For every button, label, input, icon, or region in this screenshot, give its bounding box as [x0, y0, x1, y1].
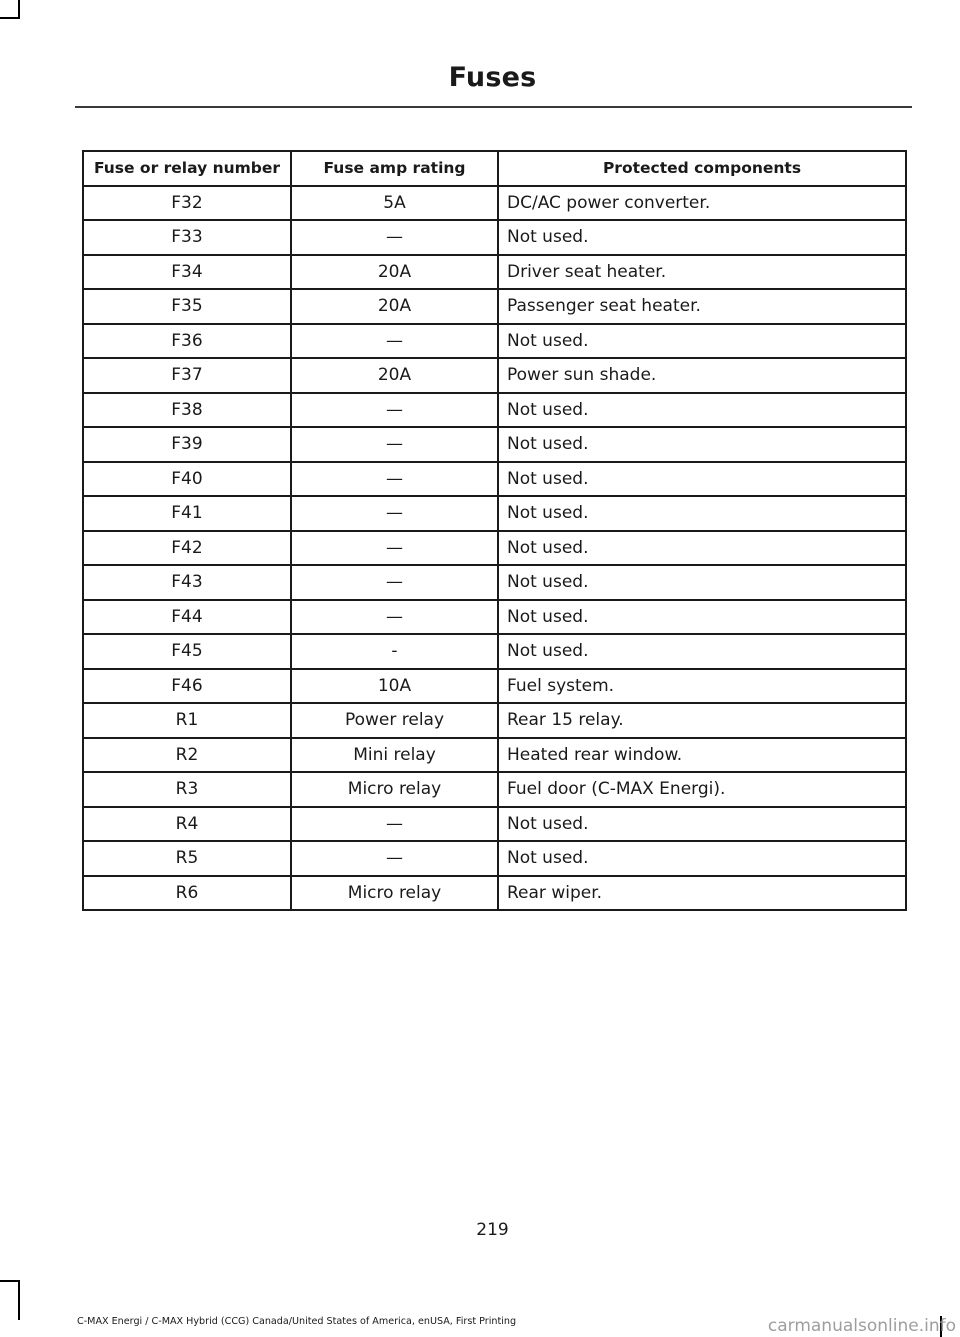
protected-component-cell: Fuel system.	[498, 669, 906, 704]
fuse-number-cell: F43	[83, 565, 291, 600]
table-row	[83, 703, 906, 738]
column-header-fuse-number: Fuse or relay number	[83, 151, 291, 186]
amp-rating-cell: —	[291, 496, 498, 531]
amp-rating-cell: -	[291, 634, 498, 669]
fuse-number-cell: F37	[83, 358, 291, 393]
table-row	[83, 496, 906, 531]
amp-rating-cell: —	[291, 531, 498, 566]
header-divider	[75, 106, 912, 108]
fuse-number-cell: F46	[83, 669, 291, 704]
protected-component-cell: Not used.	[498, 324, 906, 359]
protected-component-cell: Not used.	[498, 841, 906, 876]
table-row	[83, 186, 906, 221]
fuse-number-cell: F33	[83, 220, 291, 255]
fuse-number-cell: F42	[83, 531, 291, 566]
fuse-number-cell: R3	[83, 772, 291, 807]
table-row	[83, 255, 906, 290]
fuse-table-body	[83, 186, 906, 911]
amp-rating-cell: 5A	[291, 186, 498, 221]
fuse-number-cell: F40	[83, 462, 291, 497]
protected-component-cell: Not used.	[498, 634, 906, 669]
table-row	[83, 600, 906, 635]
protected-component-cell: Not used.	[498, 462, 906, 497]
table-row	[83, 220, 906, 255]
fuse-number-cell: R6	[83, 876, 291, 911]
amp-rating-cell: Micro relay	[291, 876, 498, 911]
amp-rating-cell: Power relay	[291, 703, 498, 738]
crop-mark-bottom-left	[18, 1280, 20, 1320]
table-row	[83, 289, 906, 324]
fuse-number-cell: F36	[83, 324, 291, 359]
crop-mark-bottom-left	[0, 1280, 19, 1282]
amp-rating-cell: —	[291, 220, 498, 255]
table-header-row	[83, 151, 906, 186]
fuse-number-cell: R5	[83, 841, 291, 876]
protected-component-cell: Not used.	[498, 220, 906, 255]
fuse-number-cell: F35	[83, 289, 291, 324]
amp-rating-cell: 10A	[291, 669, 498, 704]
amp-rating-cell: Mini relay	[291, 738, 498, 773]
fuse-number-cell: F44	[83, 600, 291, 635]
amp-rating-cell: —	[291, 600, 498, 635]
table-row	[83, 427, 906, 462]
table-row	[83, 531, 906, 566]
fuse-number-cell: F32	[83, 186, 291, 221]
table-row	[83, 634, 906, 669]
amp-rating-cell: —	[291, 393, 498, 428]
amp-rating-cell: 20A	[291, 358, 498, 393]
protected-component-cell: Power sun shade.	[498, 358, 906, 393]
protected-component-cell: Rear 15 relay.	[498, 703, 906, 738]
fuse-table	[82, 150, 907, 911]
protected-component-cell: Not used.	[498, 600, 906, 635]
amp-rating-cell: —	[291, 324, 498, 359]
protected-component-cell: Driver seat heater.	[498, 255, 906, 290]
protected-component-cell: Not used.	[498, 807, 906, 842]
table-row	[83, 462, 906, 497]
fuse-number-cell: F34	[83, 255, 291, 290]
fuse-number-cell: R4	[83, 807, 291, 842]
table-row	[83, 358, 906, 393]
table-row	[83, 876, 906, 911]
fuse-number-cell: F45	[83, 634, 291, 669]
column-header-amp-rating: Fuse amp rating	[291, 151, 498, 186]
protected-component-cell: Heated rear window.	[498, 738, 906, 773]
protected-component-cell: Passenger seat heater.	[498, 289, 906, 324]
amp-rating-cell: 20A	[291, 289, 498, 324]
table-row	[83, 807, 906, 842]
fuse-number-cell: R2	[83, 738, 291, 773]
watermark: carmanualsonline.info	[767, 1316, 956, 1336]
protected-component-cell: Not used.	[498, 565, 906, 600]
amp-rating-cell: —	[291, 462, 498, 497]
protected-component-cell: Fuel door (C-MAX Energi).	[498, 772, 906, 807]
protected-component-cell: Not used.	[498, 427, 906, 462]
table-row	[83, 669, 906, 704]
amp-rating-cell: 20A	[291, 255, 498, 290]
crop-mark-top-left	[0, 17, 19, 19]
fuse-number-cell: F38	[83, 393, 291, 428]
amp-rating-cell: Micro relay	[291, 772, 498, 807]
amp-rating-cell: —	[291, 427, 498, 462]
protected-component-cell: Not used.	[498, 393, 906, 428]
fuse-number-cell: F39	[83, 427, 291, 462]
table-row	[83, 565, 906, 600]
table-row	[83, 738, 906, 773]
table-row	[83, 324, 906, 359]
table-row	[83, 393, 906, 428]
protected-component-cell: Not used.	[498, 496, 906, 531]
amp-rating-cell: —	[291, 841, 498, 876]
protected-component-cell: Rear wiper.	[498, 876, 906, 911]
amp-rating-cell: —	[291, 565, 498, 600]
page-number: 219	[476, 1220, 509, 1240]
column-header-protected-components: Protected components	[498, 151, 906, 186]
fuse-number-cell: R1	[83, 703, 291, 738]
footer-publication-info: C-MAX Energi / C-MAX Hybrid (CCG) Canada/United States of America, enUSA, First Printing	[77, 1316, 517, 1327]
amp-rating-cell: —	[291, 807, 498, 842]
page-title: Fuses	[448, 62, 537, 93]
protected-component-cell: Not used.	[498, 531, 906, 566]
table-row	[83, 841, 906, 876]
fuse-number-cell: F41	[83, 496, 291, 531]
table-row	[83, 772, 906, 807]
crop-mark-top-left	[18, 0, 20, 19]
protected-component-cell: DC/AC power converter.	[498, 186, 906, 221]
